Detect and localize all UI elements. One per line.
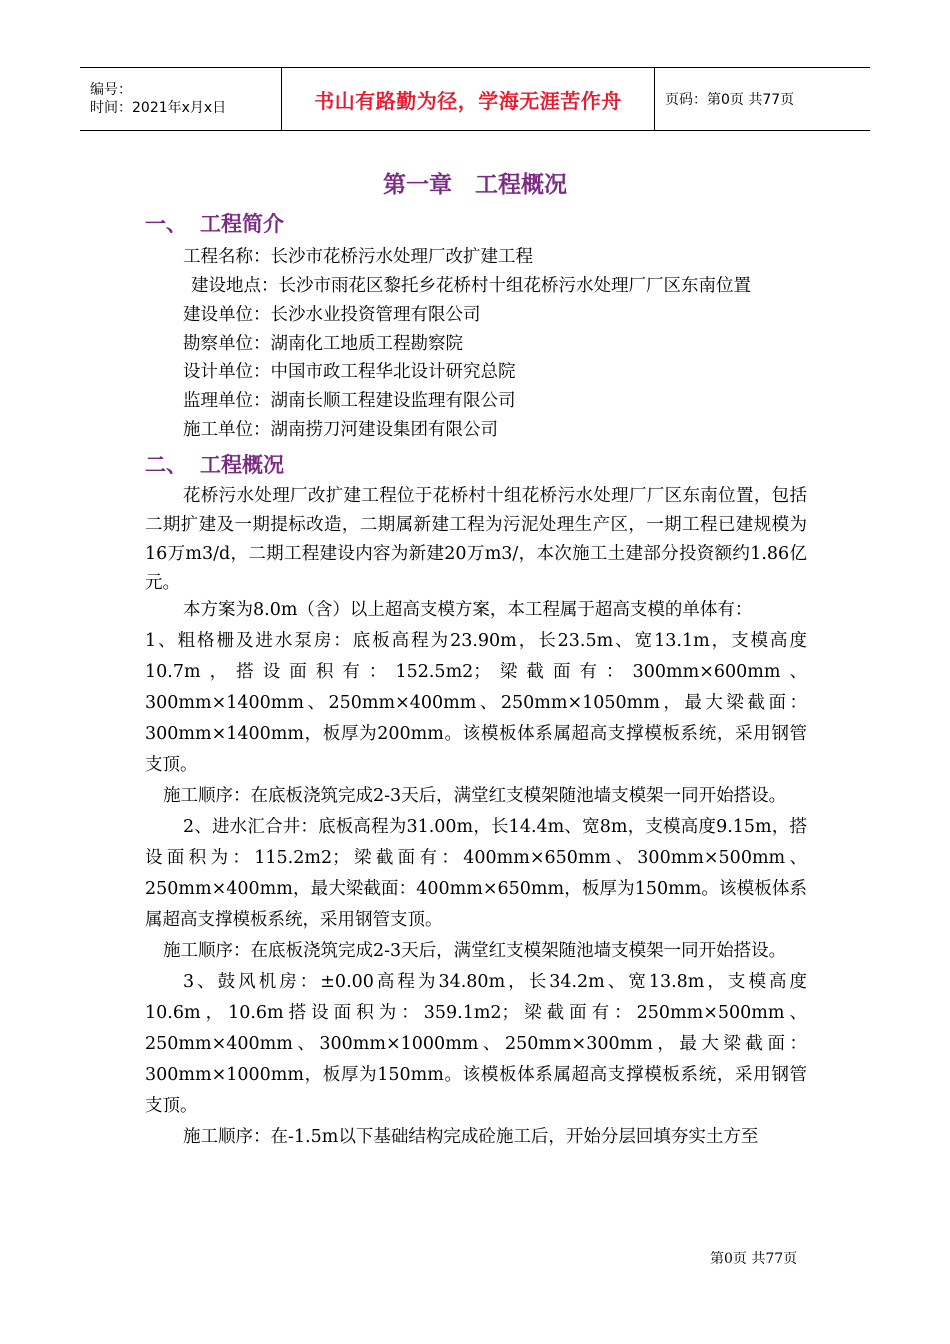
paragraph-item-1: 1、粗格栅及进水泵房：底板高程为23.90m，长23.5m、宽13.1m，支模高度10.7m，搭设面积有：152.5m2；梁截面有：300mm×600mm、300mm×1400mm、250mm×400mm、250mm×1050mm，最大梁截面：300mm×1400mm，板厚为200mm。该模板体系属超高支撑模板系统，采用钢管支顶。 <box>145 631 807 775</box>
info-location: 建设地点：长沙市雨花区黎托乡花桥村十组花桥污水处理厂厂区东南位置 <box>191 276 751 296</box>
info-owner: 建设单位：长沙水业投资管理有限公司 <box>183 305 481 325</box>
document-number-label: 编号： <box>90 82 132 98</box>
header-motto: 书山有路勤为径，学海无涯苦作舟 <box>314 88 622 113</box>
paragraph-sequence-2: 施工顺序：在底板浇筑完成2-3天后，满堂红支模架随池墙支模架一同开始搭设。 <box>163 941 787 961</box>
info-supervision: 监理单位：湖南长顺工程建设监理有限公司 <box>183 391 516 411</box>
paragraph-scope: 本方案为8.0m（含）以上超高支模方案，本工程属于超高支模的单体有： <box>183 600 753 620</box>
paragraph-item-2: 2、进水汇合井：底板高程为31.00m，长14.4m、宽8m，支模高度9.15m，搭设面积为：115.2m2；梁截面有：400mm×650mm、300mm×500mm、250mm×400mm，最大梁截面：400mm×650mm，板厚为150mm。该模板体系属超高支撑模板系统，采用钢管支顶。 <box>145 817 807 930</box>
info-survey: 勘察单位：湖南化工地质工程勘察院 <box>183 334 463 354</box>
header-meta <box>80 68 282 130</box>
paragraph-text: 花桥污水处理厂改扩建工程位于花桥村十组花桥污水处理厂厂区东南位置，包括二期扩建及一期提标改造，二期属新建工程为污泥处理生产区，一期工程已建规模为16万m3/d，二期工程建设内容为新建20万m3/，本次施工土建部分投资额约1.86亿元。 <box>145 486 807 593</box>
section-number: 一、 <box>145 212 187 236</box>
overview-paragraph-1 <box>145 482 807 598</box>
paragraph-sequence-1: 施工顺序：在底板浇筑完成2-3天后，满堂红支模架随池墙支模架一同开始搭设。 <box>163 786 787 806</box>
info-design: 设计单位：中国市政工程华北设计研究总院 <box>183 362 516 382</box>
section-title: 工程概况 <box>200 453 284 477</box>
header-motto-cell <box>282 68 655 130</box>
section-heading-2 <box>145 449 284 479</box>
info-project-name: 工程名称：长沙市花桥污水处理厂改扩建工程 <box>183 247 533 267</box>
document-time-label: 时间：2021年x月x日 <box>90 100 227 116</box>
section-title: 工程简介 <box>200 212 284 236</box>
section-heading-1 <box>145 208 284 238</box>
section-number: 二、 <box>145 453 187 477</box>
page-footer: 第0页 共77页 <box>710 1251 798 1267</box>
page-header <box>80 67 870 131</box>
header-page-label: 页码：第0页 共77页 <box>665 92 795 108</box>
overview-paragraphs <box>145 595 807 1153</box>
paragraph-sequence-3: 施工顺序：在-1.5m以下基础结构完成砼施工后，开始分层回填夯实土方至 <box>183 1127 759 1147</box>
info-contractor: 施工单位：湖南捞刀河建设集团有限公司 <box>183 420 498 440</box>
chapter-title: 第一章 工程概况 <box>383 172 567 198</box>
paragraph-item-3: 3、鼓风机房：±0.00高程为34.80m，长34.2m、宽13.8m，支模高度10.6m，10.6m搭设面积为：359.1m2；梁截面有：250mm×500mm、250mm×400mm、300mm×1000mm、250mm×300mm，最大梁截面：300mm×1000mm，板厚为150mm。该模板体系属超高支撑模板系统，采用钢管支顶。 <box>145 972 807 1116</box>
